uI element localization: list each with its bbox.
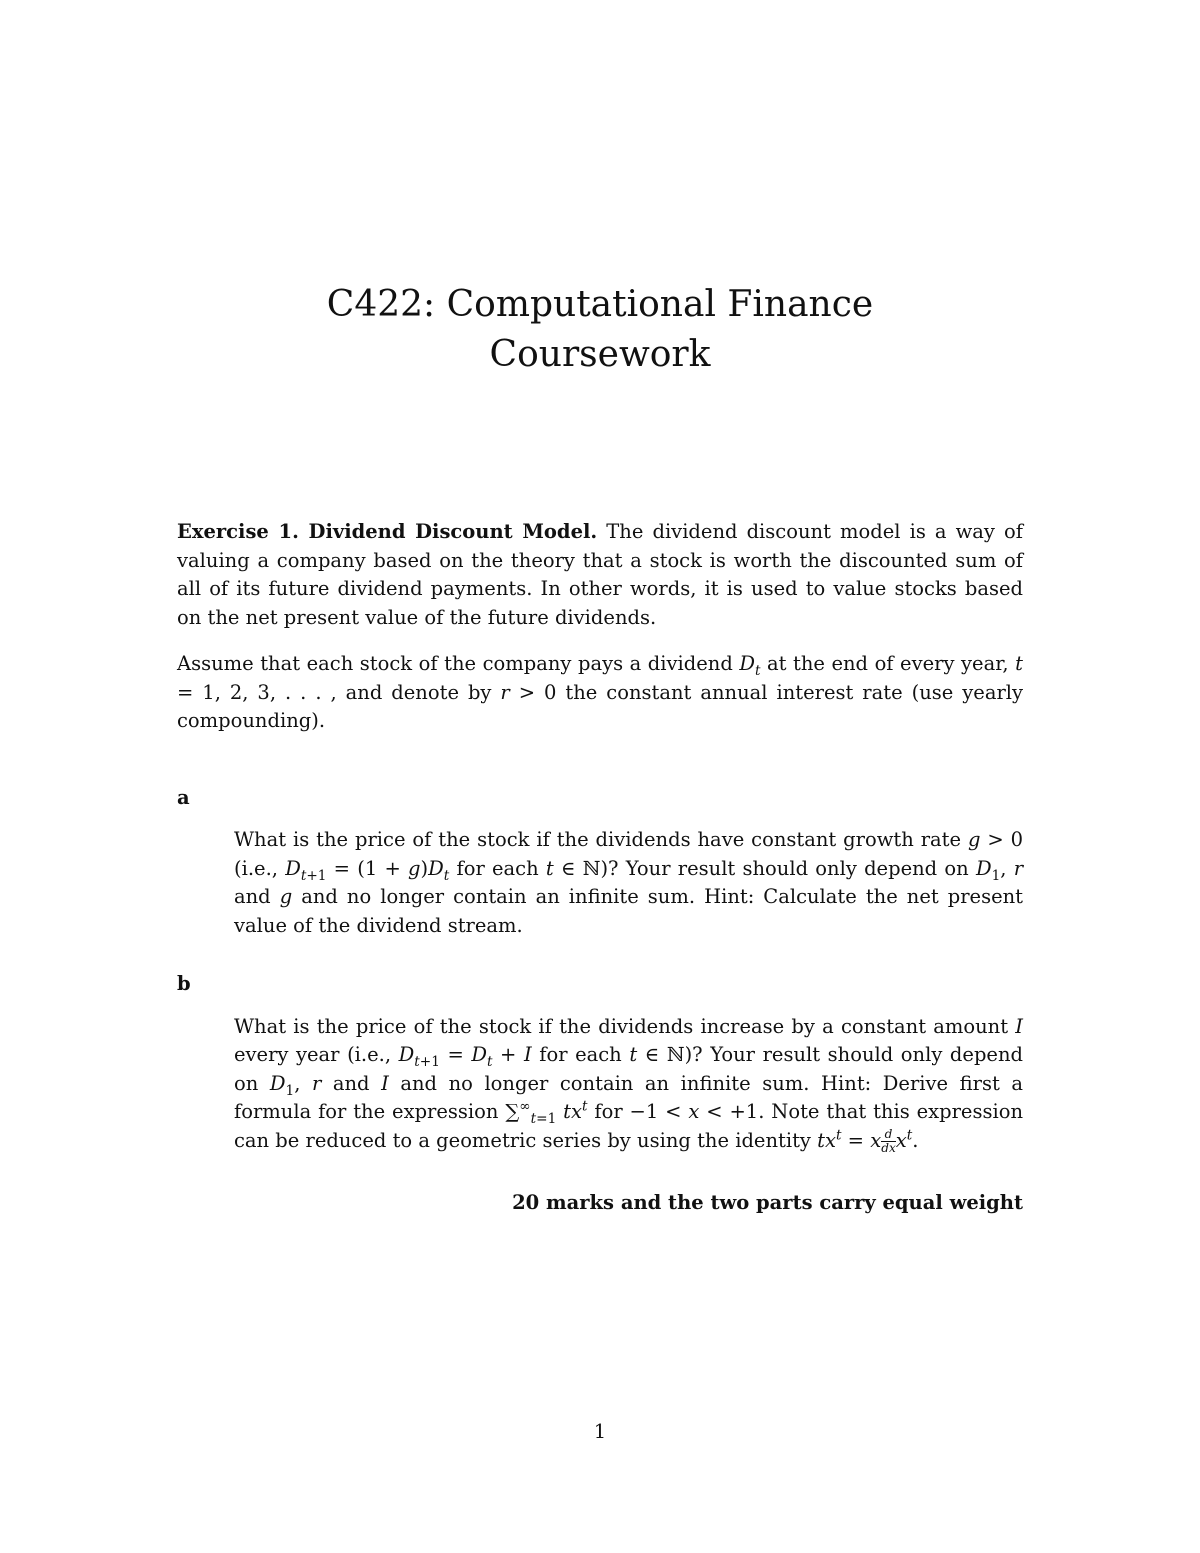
exercise-section — [177, 518, 1023, 1218]
title-line-1: C422: Computational Finance — [326, 284, 874, 325]
page-number: 1 — [593, 1420, 607, 1443]
derivative-fraction: $\frac{d}{dx}$ — [881, 1127, 896, 1155]
part-a-label: a — [177, 785, 190, 809]
sum-expression: $\sum^\infty_{t=1}$ $tx^t$ — [505, 1098, 588, 1127]
exercise-assumption: Assume that each stock of the company pays a dividend $D_t$ at the end of every year, t = 1, 2, 3, . . . , and denote by r > 0 the constant annual interest rate (use yearly compounding). — [177, 652, 1024, 732]
document-title — [0, 280, 1200, 380]
title-line-2: Coursework — [489, 334, 711, 375]
exercise-intro-text: The dividend discount model is a way of valuing a company based on the theory that a stock is worth the discounted sum of all of its future dividend payments. In other words, it is used to value stocks based on the net present value of the future dividends. — [177, 520, 1023, 629]
marks-statement: 20 marks and the two parts carry equal weight — [512, 1191, 1023, 1214]
part-b-question: What is the price of the stock if the dividends increase by a constant amount I every year (i.e., $D_{t+1} = D_t + I$ for each t ∈ ℕ)? Your result should only depend on $D_1$, r and I and no longer contain an infinite sum. Hint: Derive first a formula for the expression $\sum^\infty_{t=1}$ $tx^t$ for −1 < x < +1. Note that this expression can be reduced to a geometric series by using the identity $tx^t = x$ $\frac{d}{dx}$ $x^t$. — [234, 1014, 1024, 1155]
part-b-label: b — [177, 972, 191, 995]
exercise-intro — [177, 518, 1023, 632]
part-a-question: What is the price of the stock if the dividends have constant growth rate g > 0 (i.e., $D_{t+1} = (1 + g)D_t$ for each t ∈ ℕ)? Your result should only depend on $D_1$, r and g and no longer contain an infinite sum. Hint: Calculate the net present value of the dividend stream. — [234, 828, 1024, 937]
exercise-heading: Exercise 1. Dividend Discount Model. — [177, 520, 598, 543]
